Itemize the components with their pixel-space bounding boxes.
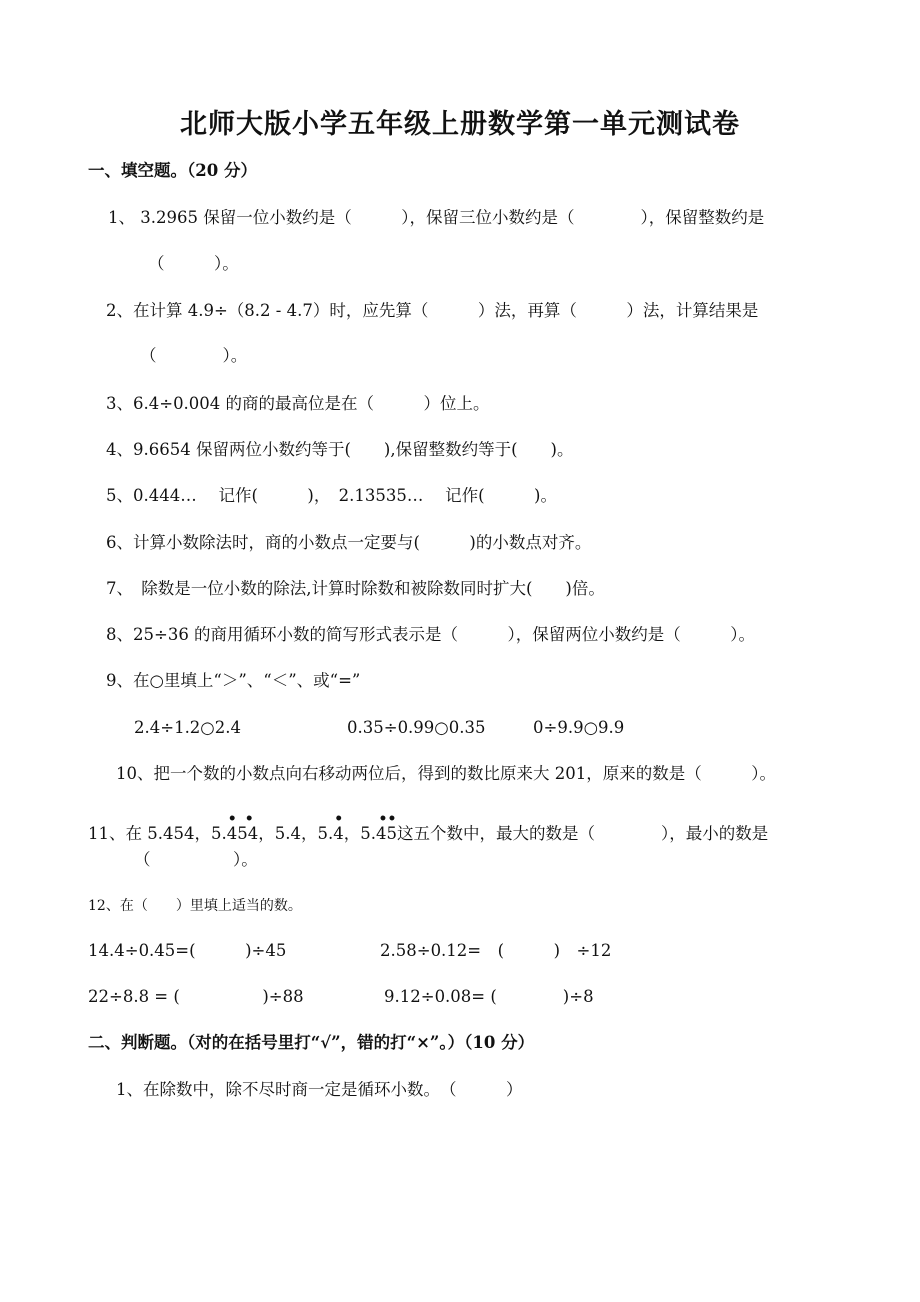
- question-11-mid-2: ，5.4: [343, 824, 387, 843]
- question-12-row-1-right: 2.58÷0.12= ( ) ÷12: [380, 941, 612, 960]
- question-3: 3、6.4÷0.004 的商的最高位是在（ ）位上。: [106, 394, 490, 413]
- repeating-decimal-45: • • 5: [378, 811, 397, 843]
- true-false-question-1: 1、在除数中，除不尽时商一定是循环小数。 （ ）: [116, 1080, 523, 1099]
- question-11-suffix: 这五个数中，最大的数是（ ），最小的数是: [396, 824, 769, 843]
- question-11-prefix: 11、在 5.454，5.: [88, 824, 227, 843]
- question-2-line-1: 2、在计算 4.9÷（8.2 - 4.7）时，应先算（ ）法，再算（ ）法，计算结果是: [106, 301, 759, 320]
- question-12-row-2-left: 22÷8.8 = ( )÷88: [88, 987, 304, 1006]
- repeat-dot: •: [334, 811, 344, 827]
- question-12-row-2-right: 9.12÷0.08= ( )÷8: [384, 987, 594, 1006]
- repeat-dot: •: [378, 811, 388, 827]
- question-1-line-1: 1、 3.2965 保留一位小数约是（ ），保留三位小数约是（ ），保留整数约是: [108, 208, 765, 227]
- repeating-decimal-4: • 4: [333, 811, 344, 843]
- page-title: 北师大版小学五年级上册数学第一单元测试卷: [180, 109, 740, 140]
- repeating-decimal-454: • • 454: [226, 811, 259, 843]
- question-9: 9、在○里填上“＞”、“＜”、或“=”: [106, 671, 361, 690]
- question-2-line-2: （ ）。: [140, 346, 248, 365]
- question-12: 12、在（ ）里填上适当的数。: [88, 898, 302, 914]
- question-8: 8、25÷36 的商用循环小数的简写形式表示是（ ），保留两位小数约是（ ）。: [106, 625, 756, 644]
- question-9-item-2: 0.35÷0.99○0.35: [347, 718, 486, 737]
- question-10: 10、把一个数的小数点向右移动两位后，得到的数比原来大 201，原来的数是（ ）。: [116, 764, 776, 783]
- question-4: 4、9.6654 保留两位小数约等于( ),保留整数约等于( )。: [106, 440, 574, 459]
- question-12-row-1-left: 14.4÷0.45=( )÷45: [88, 941, 287, 960]
- question-9-item-3: 0÷9.9○9.9: [533, 718, 625, 737]
- question-11-mid-1: ，5.4，5.: [258, 824, 334, 843]
- question-9-item-1: 2.4÷1.2○2.4: [134, 718, 241, 737]
- repeat-dot: •: [227, 811, 237, 827]
- question-1-line-2: （ ）。: [148, 254, 239, 273]
- section-true-false-heading: 二、判断题。（对的在括号里打“√”，错的打“×”。）（10 分）: [88, 1033, 535, 1052]
- repeat-dot: •: [387, 811, 397, 827]
- question-11-line-2: （ ）。: [134, 850, 258, 869]
- section-fill-in-heading: 一、填空题。（20 分）: [88, 161, 257, 180]
- question-7: 7、 除数是一位小数的除法,计算时除数和被除数同时扩大( )倍。: [106, 579, 605, 598]
- question-5: 5、0.444… 记作( )， 2.13535… 记作( )。: [106, 486, 557, 505]
- repeat-dot: •: [244, 811, 254, 827]
- question-6: 6、计算小数除法时，商的小数点一定要与( )的小数点对齐。: [106, 533, 592, 552]
- question-11-line-1: [88, 811, 769, 845]
